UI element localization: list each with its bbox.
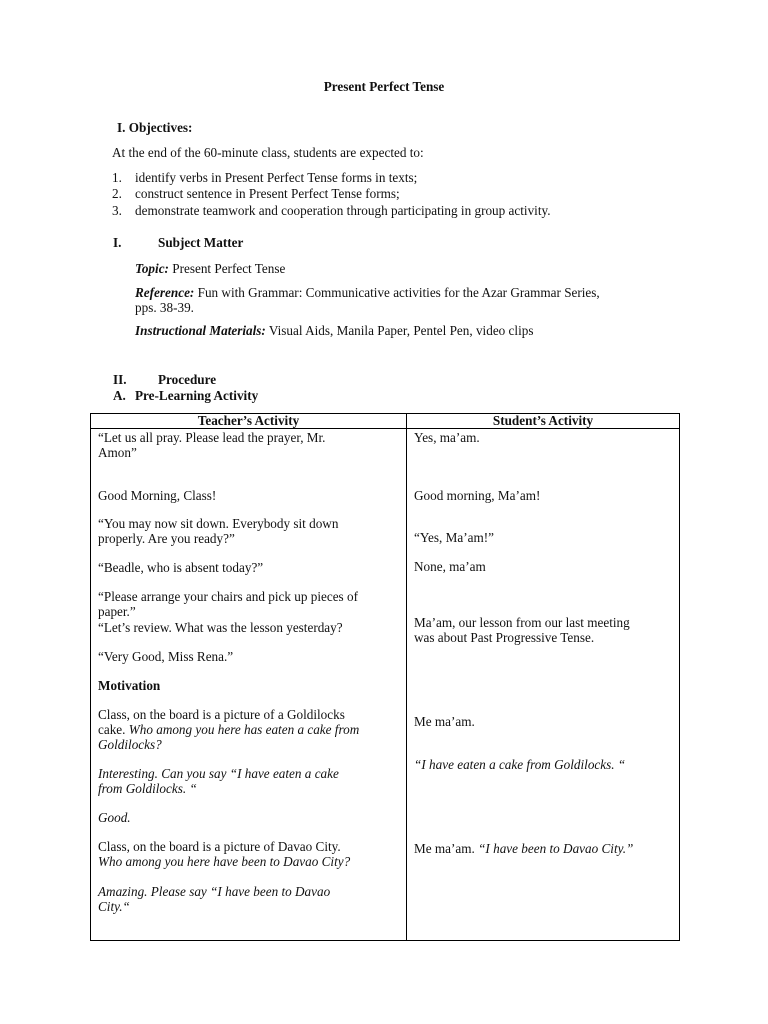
teacher-line: “Beadle, who is absent today?” bbox=[98, 560, 264, 575]
procedure-num: II. bbox=[113, 372, 127, 387]
teacher-text: cake. bbox=[98, 722, 126, 737]
teacher-line: “Let’s review. What was the lesson yesterday? bbox=[98, 620, 343, 635]
objectives-heading: I. Objectives: bbox=[117, 120, 193, 135]
teacher-line: Class, on the board is a picture of a Goldilocks bbox=[98, 707, 345, 722]
objective-item-text: construct sentence in Present Perfect Tense forms; bbox=[135, 186, 400, 201]
objectives-intro: At the end of the 60-minute class, students are expected to: bbox=[112, 145, 424, 160]
table-row bbox=[91, 429, 680, 941]
materials-line bbox=[135, 323, 533, 339]
student-line bbox=[414, 841, 673, 857]
student-text: “I have been to Davao City.” bbox=[478, 841, 634, 856]
student-line: Good morning, Ma’am! bbox=[414, 488, 541, 503]
teacher-line: from Goldilocks. “ bbox=[98, 781, 197, 796]
subject-matter-heading: Subject Matter bbox=[158, 235, 244, 250]
teacher-line: “Very Good, Miss Rena.” bbox=[98, 649, 234, 664]
subject-matter-num: I. bbox=[113, 235, 122, 250]
topic-label: Topic: bbox=[135, 261, 169, 276]
teacher-line: City.“ bbox=[98, 899, 130, 914]
table-header-row bbox=[91, 414, 680, 429]
page-title: Present Perfect Tense bbox=[323, 79, 445, 94]
teacher-line: Amon” bbox=[98, 445, 137, 460]
student-text: Me ma’am. bbox=[414, 841, 475, 856]
materials-label: Instructional Materials: bbox=[135, 323, 266, 338]
topic-value: Present Perfect Tense bbox=[172, 261, 286, 276]
teacher-line: Class, on the board is a picture of Davao City. bbox=[98, 839, 341, 854]
teacher-line: Goldilocks? bbox=[98, 737, 162, 752]
procedure-heading: Procedure bbox=[158, 372, 217, 387]
teacher-activity-cell bbox=[91, 429, 407, 941]
reference-value-cont: pps. 38-39. bbox=[135, 300, 194, 315]
objective-item-num: 2. bbox=[112, 186, 122, 201]
teacher-line bbox=[98, 722, 400, 738]
teacher-line: “Let us all pray. Please lead the prayer, Mr. bbox=[98, 430, 326, 445]
pre-learning-num: A. bbox=[113, 388, 126, 403]
reference-line bbox=[135, 285, 600, 301]
student-line: Yes, ma’am. bbox=[414, 430, 480, 445]
motivation-heading: Motivation bbox=[98, 678, 161, 693]
reference-label: Reference: bbox=[135, 285, 195, 300]
teacher-line: Interesting. Can you say “I have eaten a cake bbox=[98, 766, 339, 781]
teacher-line: Good Morning, Class! bbox=[98, 488, 217, 503]
teacher-line: “You may now sit down. Everybody sit down bbox=[98, 516, 339, 531]
teacher-line: properly. Are you ready?” bbox=[98, 531, 235, 546]
objective-item-num: 3. bbox=[112, 203, 122, 218]
reference-value: Fun with Grammar: Communicative activities for the Azar Grammar Series, bbox=[197, 285, 600, 300]
student-line: None, ma’am bbox=[414, 559, 486, 574]
teacher-line: paper.” bbox=[98, 604, 136, 619]
student-line: “I have eaten a cake from Goldilocks. “ bbox=[414, 757, 626, 772]
student-line: “Yes, Ma’am!” bbox=[414, 530, 494, 545]
teacher-text: Who among you here has eaten a cake from bbox=[128, 722, 360, 737]
student-line: was about Past Progressive Tense. bbox=[414, 630, 595, 645]
materials-value: Visual Aids, Manila Paper, Pentel Pen, video clips bbox=[268, 323, 534, 338]
topic-line bbox=[135, 261, 285, 277]
objective-item-text: demonstrate teamwork and cooperation through participating in group activity. bbox=[135, 203, 551, 218]
objective-item-text: identify verbs in Present Perfect Tense forms in texts; bbox=[135, 170, 418, 185]
teacher-line: Who among you here have been to Davao City? bbox=[98, 854, 351, 869]
student-column-header: Student’s Activity bbox=[407, 414, 680, 429]
teacher-line: Amazing. Please say “I have been to Davao bbox=[98, 884, 331, 899]
student-activity-cell bbox=[407, 429, 680, 941]
activity-table bbox=[90, 413, 680, 941]
objective-item-num: 1. bbox=[112, 170, 122, 185]
student-line: Ma’am, our lesson from our last meeting bbox=[414, 615, 630, 630]
pre-learning-heading: Pre-Learning Activity bbox=[135, 388, 259, 403]
teacher-column-header: Teacher’s Activity bbox=[91, 414, 407, 429]
teacher-line: “Please arrange your chairs and pick up pieces of bbox=[98, 589, 358, 604]
student-line: Me ma’am. bbox=[414, 714, 475, 729]
teacher-line: Good. bbox=[98, 810, 131, 825]
